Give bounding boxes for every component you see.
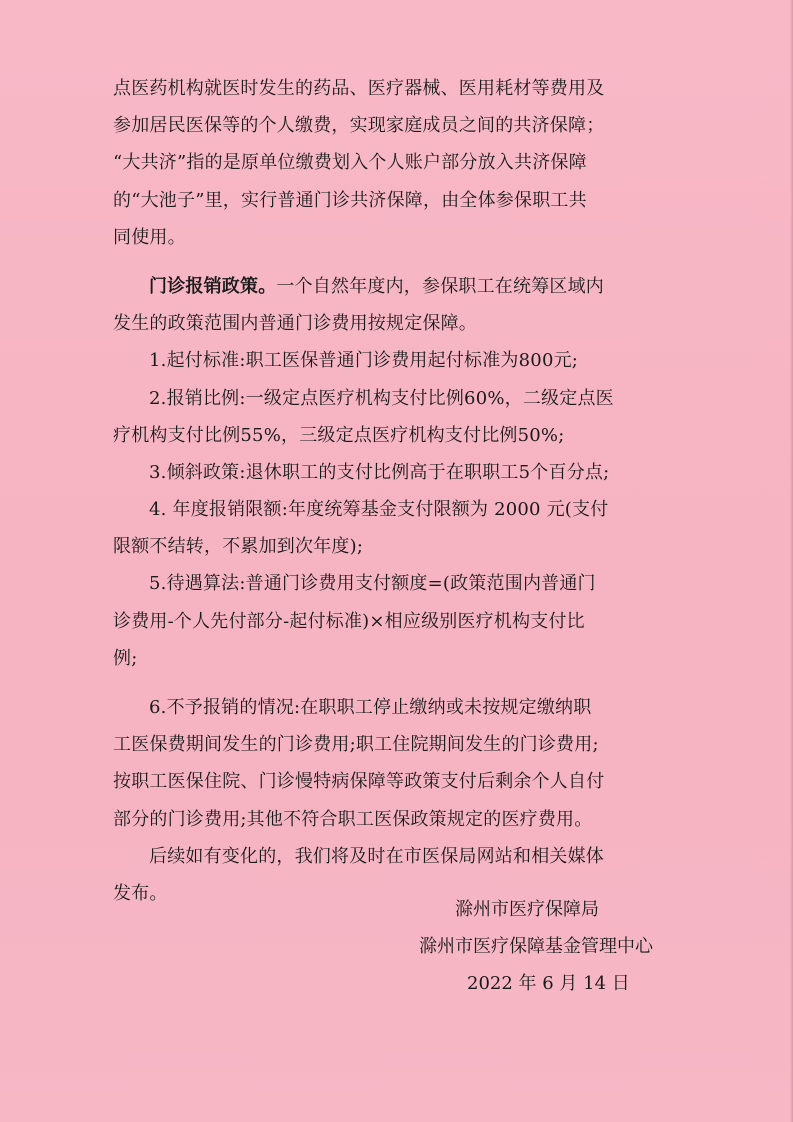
closing-line-1: 后续如有变化的，我们将及时在市医保局网站和相关媒体: [149, 845, 604, 867]
item-5-line-3: 例;: [113, 647, 138, 669]
signature-date: 2022 年 6 月 14 日: [467, 973, 630, 994]
body-line: 参加居民医保等的个人缴费，实现家庭成员之间的共济保障；: [113, 115, 605, 137]
policy-intro-text: 一个自然年度内，参保职工在统筹区域内: [276, 275, 605, 297]
item-6-line-4: 部分的门诊费用;其他不符合职工医保政策规定的医疗费用。: [113, 808, 593, 830]
paragraph-gap: [113, 256, 693, 268]
item-6-line-3: 按职工医保住院、门诊慢特病保障等政策支付后剩余个人自付: [113, 771, 605, 793]
body-line: 同使用。: [113, 226, 186, 248]
item-6-line-1: 6.不予报销的情况:在职职工停止缴纳或未按规定缴纳职: [149, 697, 592, 718]
body-line: 点医药机构就医时发生的药品、医疗器械、医用耗材等费用及: [113, 78, 605, 99]
item-4-line-2: 限额不结转，不累加到次年度);: [113, 536, 364, 558]
item-2-line-2: 疗机构支付比例55%，三级定点医疗机构支付比例50%;: [113, 424, 565, 446]
policy-intro-line: [113, 268, 693, 305]
item-5-line-2: 诊费用-个人先付部分-起付标准)×相应级别医疗机构支付比: [113, 610, 585, 632]
signature-org-2: 滁州市医疗保障基金管理中心: [419, 936, 653, 957]
body-line: 的“大池子”里，实行普通门诊共济保障，由全体参保职工共: [113, 189, 587, 211]
item-2-line-1: 2.报销比例:一级定点医疗机构支付比例60%，二级定点医: [149, 387, 614, 409]
closing-line-2: 发布。: [113, 882, 168, 904]
body-line: “大共济”指的是原单位缴费划入个人账户部分放入共济保障: [113, 152, 587, 174]
policy-heading: 门诊报销政策。: [149, 275, 277, 297]
policy-intro-line-2: 发生的政策范围内普通门诊费用按规定保障。: [113, 313, 477, 335]
paragraph-gap: [113, 677, 693, 689]
document-body: [113, 70, 693, 912]
signature-org-1: 滁州市医疗保障局: [455, 899, 599, 920]
item-5-line-1: 5.待遇算法:普通门诊费用支付额度=(政策范围内普通门: [149, 573, 596, 595]
item-6-line-2: 工医保费期间发生的门诊费用;职工住院期间发生的门诊费用;: [113, 734, 599, 756]
item-4-line-1: 4. 年度报销限额:年度统筹基金支付限额为 2000 元(支付: [149, 499, 609, 521]
item-3: 3.倾斜政策:退休职工的支付比例高于在职职工5个百分点;: [149, 461, 610, 483]
item-1: 1.起付标准:职工医保普通门诊费用起付标准为800元;: [149, 350, 579, 372]
